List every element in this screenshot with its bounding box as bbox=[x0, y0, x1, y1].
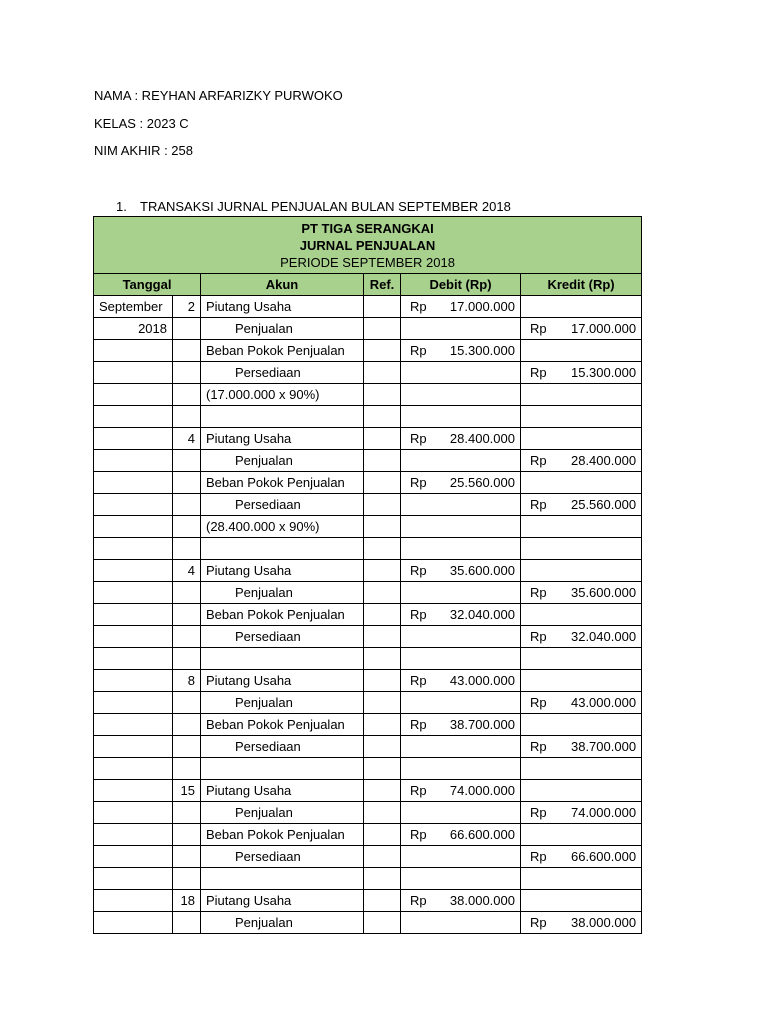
ref-cell bbox=[364, 846, 401, 868]
account-cell: Persediaan bbox=[201, 362, 364, 384]
debit-cell bbox=[401, 428, 521, 450]
date-day-cell bbox=[173, 362, 201, 384]
account-cell: (17.000.000 x 90%) bbox=[201, 384, 364, 406]
ref-cell bbox=[364, 604, 401, 626]
ref-cell bbox=[364, 802, 401, 824]
date-month-cell bbox=[94, 802, 173, 824]
student-nim: NIM AKHIR : 258 bbox=[94, 143, 193, 158]
account-cell: Piutang Usaha bbox=[201, 890, 364, 912]
credit-cell bbox=[521, 780, 642, 802]
date-month-cell bbox=[94, 362, 173, 384]
currency-label: Rp bbox=[530, 629, 547, 644]
currency-label: Rp bbox=[530, 321, 547, 336]
credit-cell bbox=[521, 384, 642, 406]
credit-cell bbox=[521, 494, 642, 516]
debit-cell bbox=[401, 494, 521, 516]
account-cell bbox=[201, 538, 364, 560]
date-day-cell bbox=[173, 736, 201, 758]
date-month-cell bbox=[94, 692, 173, 714]
table-row bbox=[94, 296, 642, 318]
column-header-akun: Akun bbox=[201, 274, 364, 296]
debit-cell bbox=[401, 406, 521, 428]
amount-value: 38.000.000 bbox=[570, 915, 637, 930]
ref-cell bbox=[364, 340, 401, 362]
account-cell bbox=[201, 648, 364, 670]
date-month-cell bbox=[94, 516, 173, 538]
date-day-cell bbox=[173, 384, 201, 406]
date-day-cell bbox=[173, 692, 201, 714]
date-month-cell bbox=[94, 736, 173, 758]
account-cell: Penjualan bbox=[201, 802, 364, 824]
debit-cell bbox=[401, 758, 521, 780]
column-header-debit: Debit (Rp) bbox=[401, 274, 521, 296]
date-day-cell: 8 bbox=[173, 670, 201, 692]
credit-cell bbox=[521, 670, 642, 692]
date-month-cell bbox=[94, 406, 173, 428]
currency-label: Rp bbox=[410, 673, 427, 688]
date-month-cell bbox=[94, 868, 173, 890]
date-day-cell bbox=[173, 604, 201, 626]
date-day-cell bbox=[173, 648, 201, 670]
ref-cell bbox=[364, 758, 401, 780]
account-cell: Penjualan bbox=[201, 582, 364, 604]
debit-cell bbox=[401, 362, 521, 384]
date-day-cell bbox=[173, 516, 201, 538]
amount-value: 25.560.000 bbox=[570, 497, 637, 512]
currency-label: Rp bbox=[410, 299, 427, 314]
table-row bbox=[94, 736, 642, 758]
table-row bbox=[94, 604, 642, 626]
journal-name: JURNAL PENJUALAN bbox=[299, 238, 436, 253]
amount-value: 66.600.000 bbox=[570, 849, 637, 864]
debit-cell bbox=[401, 802, 521, 824]
debit-cell bbox=[401, 604, 521, 626]
table-row bbox=[94, 802, 642, 824]
account-cell: Penjualan bbox=[201, 692, 364, 714]
credit-cell bbox=[521, 472, 642, 494]
ref-cell bbox=[364, 824, 401, 846]
journal-title-block bbox=[94, 217, 642, 274]
amount-value: 28.400.000 bbox=[570, 453, 637, 468]
account-cell: Persediaan bbox=[201, 626, 364, 648]
currency-label: Rp bbox=[410, 607, 427, 622]
currency-label: Rp bbox=[530, 849, 547, 864]
company-name: PT TIGA SERANGKAI bbox=[301, 221, 434, 236]
column-header-tanggal: Tanggal bbox=[94, 274, 201, 296]
date-month-cell bbox=[94, 538, 173, 560]
currency-label: Rp bbox=[530, 805, 547, 820]
credit-cell bbox=[521, 648, 642, 670]
account-cell: Beban Pokok Penjualan bbox=[201, 472, 364, 494]
ref-cell bbox=[364, 648, 401, 670]
ref-cell bbox=[364, 296, 401, 318]
ref-cell bbox=[364, 714, 401, 736]
account-cell bbox=[201, 868, 364, 890]
table-row bbox=[94, 890, 642, 912]
credit-cell bbox=[521, 802, 642, 824]
date-month-cell bbox=[94, 912, 173, 934]
amount-value: 32.040.000 bbox=[570, 629, 637, 644]
ref-cell bbox=[364, 560, 401, 582]
sales-journal-table bbox=[93, 216, 642, 934]
account-cell: Beban Pokok Penjualan bbox=[201, 824, 364, 846]
date-month-cell: 2018 bbox=[94, 318, 173, 340]
column-header-kredit: Kredit (Rp) bbox=[521, 274, 642, 296]
currency-label: Rp bbox=[410, 717, 427, 732]
ref-cell bbox=[364, 890, 401, 912]
amount-value: 17.000.000 bbox=[449, 299, 515, 314]
credit-cell bbox=[521, 912, 642, 934]
debit-cell bbox=[401, 450, 521, 472]
table-row bbox=[94, 472, 642, 494]
ref-cell bbox=[364, 472, 401, 494]
ref-cell bbox=[364, 406, 401, 428]
table-row bbox=[94, 868, 642, 890]
debit-cell bbox=[401, 626, 521, 648]
credit-cell bbox=[521, 824, 642, 846]
account-cell: Penjualan bbox=[201, 318, 364, 340]
account-cell: Beban Pokok Penjualan bbox=[201, 604, 364, 626]
currency-label: Rp bbox=[530, 739, 547, 754]
table-row bbox=[94, 406, 642, 428]
debit-cell bbox=[401, 516, 521, 538]
amount-value: 43.000.000 bbox=[449, 673, 515, 688]
table-row bbox=[94, 340, 642, 362]
table-row bbox=[94, 692, 642, 714]
ref-cell bbox=[364, 516, 401, 538]
ref-cell bbox=[364, 692, 401, 714]
amount-value: 35.600.000 bbox=[449, 563, 515, 578]
credit-cell bbox=[521, 890, 642, 912]
debit-cell bbox=[401, 318, 521, 340]
ref-cell bbox=[364, 384, 401, 406]
date-month-cell bbox=[94, 626, 173, 648]
account-cell: Penjualan bbox=[201, 912, 364, 934]
currency-label: Rp bbox=[410, 783, 427, 798]
table-row bbox=[94, 450, 642, 472]
table-row bbox=[94, 824, 642, 846]
table-row bbox=[94, 318, 642, 340]
credit-cell bbox=[521, 362, 642, 384]
amount-value: 35.600.000 bbox=[570, 585, 637, 600]
table-row bbox=[94, 428, 642, 450]
table-row bbox=[94, 846, 642, 868]
section-number: 1. bbox=[116, 199, 127, 214]
debit-cell bbox=[401, 340, 521, 362]
ref-cell bbox=[364, 912, 401, 934]
credit-cell bbox=[521, 714, 642, 736]
debit-cell bbox=[401, 560, 521, 582]
ref-cell bbox=[364, 736, 401, 758]
amount-value: 74.000.000 bbox=[570, 805, 637, 820]
account-cell: Beban Pokok Penjualan bbox=[201, 714, 364, 736]
section-title: TRANSAKSI JURNAL PENJUALAN BULAN SEPTEMBER 2018 bbox=[140, 199, 511, 214]
amount-value: 15.300.000 bbox=[449, 343, 515, 358]
journal-body bbox=[94, 296, 642, 934]
debit-cell bbox=[401, 538, 521, 560]
table-row bbox=[94, 714, 642, 736]
ref-cell bbox=[364, 362, 401, 384]
amount-value: 32.040.000 bbox=[449, 607, 515, 622]
section-heading bbox=[116, 199, 511, 214]
date-day-cell: 2 bbox=[173, 296, 201, 318]
date-day-cell bbox=[173, 802, 201, 824]
credit-cell bbox=[521, 340, 642, 362]
account-cell: (28.400.000 x 90%) bbox=[201, 516, 364, 538]
date-day-cell: 4 bbox=[173, 560, 201, 582]
credit-cell bbox=[521, 758, 642, 780]
currency-label: Rp bbox=[410, 343, 427, 358]
date-month-cell bbox=[94, 340, 173, 362]
date-day-cell bbox=[173, 912, 201, 934]
journal-period: PERIODE SEPTEMBER 2018 bbox=[280, 255, 455, 270]
date-day-cell bbox=[173, 406, 201, 428]
currency-label: Rp bbox=[410, 893, 427, 908]
ref-cell bbox=[364, 868, 401, 890]
table-row bbox=[94, 494, 642, 516]
date-month-cell bbox=[94, 472, 173, 494]
date-month-cell bbox=[94, 890, 173, 912]
amount-value: 17.000.000 bbox=[570, 321, 637, 336]
date-day-cell bbox=[173, 714, 201, 736]
table-row bbox=[94, 516, 642, 538]
credit-cell bbox=[521, 604, 642, 626]
currency-label: Rp bbox=[530, 695, 547, 710]
date-day-cell: 15 bbox=[173, 780, 201, 802]
account-cell: Persediaan bbox=[201, 494, 364, 516]
date-month-cell bbox=[94, 780, 173, 802]
table-row bbox=[94, 780, 642, 802]
credit-cell bbox=[521, 318, 642, 340]
ref-cell bbox=[364, 626, 401, 648]
date-day-cell bbox=[173, 494, 201, 516]
credit-cell bbox=[521, 846, 642, 868]
debit-cell bbox=[401, 912, 521, 934]
ref-cell bbox=[364, 538, 401, 560]
date-day-cell bbox=[173, 472, 201, 494]
date-day-cell: 18 bbox=[173, 890, 201, 912]
amount-value: 38.700.000 bbox=[570, 739, 637, 754]
date-month-cell bbox=[94, 604, 173, 626]
debit-cell bbox=[401, 472, 521, 494]
debit-cell bbox=[401, 846, 521, 868]
amount-value: 38.700.000 bbox=[449, 717, 515, 732]
amount-value: 38.000.000 bbox=[449, 893, 515, 908]
currency-label: Rp bbox=[410, 827, 427, 842]
credit-cell bbox=[521, 868, 642, 890]
credit-cell bbox=[521, 450, 642, 472]
credit-cell bbox=[521, 516, 642, 538]
debit-cell bbox=[401, 582, 521, 604]
debit-cell bbox=[401, 296, 521, 318]
account-cell: Beban Pokok Penjualan bbox=[201, 340, 364, 362]
date-month-cell bbox=[94, 824, 173, 846]
date-day-cell bbox=[173, 626, 201, 648]
date-month-cell bbox=[94, 428, 173, 450]
ref-cell bbox=[364, 670, 401, 692]
table-row bbox=[94, 626, 642, 648]
currency-label: Rp bbox=[530, 915, 547, 930]
debit-cell bbox=[401, 692, 521, 714]
ref-cell bbox=[364, 318, 401, 340]
amount-value: 28.400.000 bbox=[449, 431, 515, 446]
date-day-cell bbox=[173, 318, 201, 340]
account-cell: Penjualan bbox=[201, 450, 364, 472]
debit-cell bbox=[401, 384, 521, 406]
date-month-cell bbox=[94, 648, 173, 670]
table-row bbox=[94, 538, 642, 560]
ref-cell bbox=[364, 582, 401, 604]
debit-cell bbox=[401, 780, 521, 802]
currency-label: Rp bbox=[530, 365, 547, 380]
amount-value: 25.560.000 bbox=[449, 475, 515, 490]
currency-label: Rp bbox=[530, 585, 547, 600]
date-month-cell bbox=[94, 384, 173, 406]
account-cell: Piutang Usaha bbox=[201, 296, 364, 318]
date-day-cell bbox=[173, 824, 201, 846]
student-name: NAMA : REYHAN ARFARIZKY PURWOKO bbox=[94, 88, 343, 103]
table-row bbox=[94, 912, 642, 934]
amount-value: 66.600.000 bbox=[449, 827, 515, 842]
date-day-cell bbox=[173, 758, 201, 780]
credit-cell bbox=[521, 538, 642, 560]
currency-label: Rp bbox=[410, 475, 427, 490]
account-cell: Piutang Usaha bbox=[201, 670, 364, 692]
currency-label: Rp bbox=[410, 431, 427, 446]
debit-cell bbox=[401, 824, 521, 846]
debit-cell bbox=[401, 648, 521, 670]
account-cell: Persediaan bbox=[201, 736, 364, 758]
credit-cell bbox=[521, 560, 642, 582]
date-month-cell bbox=[94, 670, 173, 692]
table-row bbox=[94, 384, 642, 406]
date-month-cell bbox=[94, 714, 173, 736]
column-header-ref: Ref. bbox=[364, 274, 401, 296]
date-month-cell bbox=[94, 846, 173, 868]
date-day-cell bbox=[173, 868, 201, 890]
credit-cell bbox=[521, 428, 642, 450]
currency-label: Rp bbox=[410, 563, 427, 578]
account-cell: Piutang Usaha bbox=[201, 780, 364, 802]
account-cell: Persediaan bbox=[201, 846, 364, 868]
debit-cell bbox=[401, 736, 521, 758]
credit-cell bbox=[521, 692, 642, 714]
debit-cell bbox=[401, 670, 521, 692]
debit-cell bbox=[401, 868, 521, 890]
date-day-cell bbox=[173, 582, 201, 604]
date-month-cell: September bbox=[94, 296, 173, 318]
currency-label: Rp bbox=[530, 453, 547, 468]
table-row bbox=[94, 648, 642, 670]
table-row bbox=[94, 582, 642, 604]
amount-value: 43.000.000 bbox=[570, 695, 637, 710]
date-month-cell bbox=[94, 582, 173, 604]
account-cell bbox=[201, 758, 364, 780]
account-cell: Piutang Usaha bbox=[201, 560, 364, 582]
credit-cell bbox=[521, 582, 642, 604]
date-month-cell bbox=[94, 560, 173, 582]
date-day-cell bbox=[173, 450, 201, 472]
credit-cell bbox=[521, 296, 642, 318]
date-day-cell bbox=[173, 340, 201, 362]
date-day-cell: 4 bbox=[173, 428, 201, 450]
account-cell: Piutang Usaha bbox=[201, 428, 364, 450]
student-class: KELAS : 2023 C bbox=[94, 116, 189, 131]
table-row bbox=[94, 362, 642, 384]
currency-label: Rp bbox=[530, 497, 547, 512]
date-month-cell bbox=[94, 758, 173, 780]
ref-cell bbox=[364, 494, 401, 516]
date-day-cell bbox=[173, 538, 201, 560]
date-day-cell bbox=[173, 846, 201, 868]
debit-cell bbox=[401, 714, 521, 736]
account-cell bbox=[201, 406, 364, 428]
credit-cell bbox=[521, 736, 642, 758]
date-month-cell bbox=[94, 494, 173, 516]
ref-cell bbox=[364, 780, 401, 802]
credit-cell bbox=[521, 406, 642, 428]
ref-cell bbox=[364, 450, 401, 472]
amount-value: 74.000.000 bbox=[449, 783, 515, 798]
table-row bbox=[94, 670, 642, 692]
date-month-cell bbox=[94, 450, 173, 472]
amount-value: 15.300.000 bbox=[570, 365, 637, 380]
debit-cell bbox=[401, 890, 521, 912]
table-row bbox=[94, 560, 642, 582]
credit-cell bbox=[521, 626, 642, 648]
ref-cell bbox=[364, 428, 401, 450]
table-row bbox=[94, 758, 642, 780]
